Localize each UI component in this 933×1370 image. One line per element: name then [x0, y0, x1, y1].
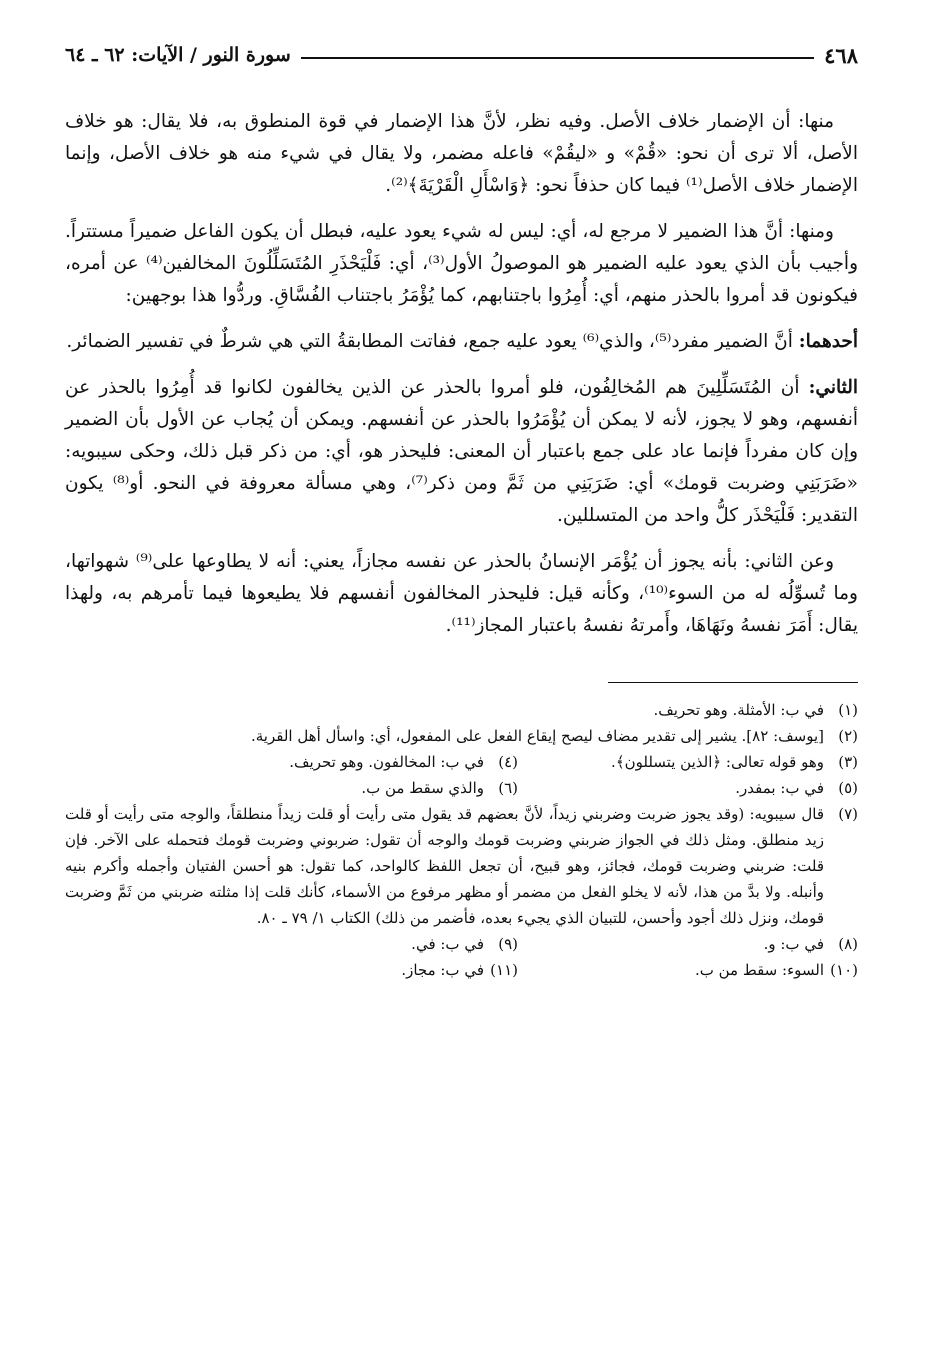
- footnote-number: (١٠): [830, 961, 858, 979]
- footnote: [65, 723, 858, 749]
- footnote: [518, 749, 858, 775]
- footnote-text: في ب: الأمثلة. وهو تحريف.: [653, 701, 824, 719]
- footnote-number: (٣): [838, 753, 858, 771]
- footnote: [361, 775, 518, 801]
- footnote-row: [65, 931, 858, 957]
- footnote-text: في ب: مجاز.: [401, 961, 484, 979]
- footnote: [289, 749, 518, 775]
- footnote-text: في ب: المخالفون. وهو تحريف.: [289, 753, 484, 771]
- running-head: [65, 38, 858, 72]
- footnote-row: [65, 749, 858, 775]
- footnote: [518, 957, 858, 983]
- header-rule: [301, 57, 814, 59]
- footnote: [401, 957, 518, 983]
- footnotes: [65, 697, 858, 983]
- footnote: [518, 931, 858, 957]
- paragraph-first-objection: [65, 326, 858, 358]
- footnote-number: (٨): [838, 935, 858, 953]
- footnote-text: في ب: بمفدر.: [735, 779, 824, 797]
- footnote-text: في ب: و.: [763, 935, 824, 953]
- footnote-number: (٤): [498, 753, 518, 771]
- first-label: أحدهما:: [798, 331, 858, 352]
- footnote-row: [65, 775, 858, 801]
- footnote-number: (١١): [490, 961, 518, 979]
- footnote-text: [يوسف: ٨٢]. يشير إلى تقدير مضاف ليصح إيقاع الفعل على المفعول، أي: واسأل أهل القرية.: [250, 727, 824, 745]
- first-text: أنَّ الضمير مفرد⁽⁵⁾، والذي⁽⁶⁾ يعود عليه جمع، ففاتت المطابقةُ التي هي شرطٌ في تفسير الضمائر.: [66, 331, 799, 352]
- paragraph-second-objection: [65, 372, 858, 532]
- footnote-number: (١): [838, 701, 858, 719]
- paragraph: منها: أن الإضمار خلاف الأصل. وفيه نظر، لأنَّ هذا الإضمار في قوة المنطوق به، فلا يقال: هو خلاف الأصل، ألا ترى أن نحو: «قُمْ» و «ليقُمْ» فاعله مضمر، ولا يقال في شيء منه هو خلاف الأصل، وإنما الإضمار خلاف الأصل⁽¹⁾ فيما كان حذفاً نحو: ﴿وَاسْأَلِ الْقَرْيَةَ﴾⁽²⁾.: [65, 111, 858, 196]
- footnote: [65, 801, 858, 931]
- chapter-title: سورة النور / الآيات: ٦٢ ـ ٦٤: [65, 43, 291, 66]
- paragraph: ومنها: أنَّ هذا الضمير لا مرجع له، أي: ليس له شيء يعود عليه، فبطل أن يكون الفاعل ضميراً مستتراً. وأجيب بأن الذي يعود عليه الضمير هو الموصولُ الأول⁽³⁾، أي: فَلْيَحْذَرِ المُتَسَلِّلُونَ المخالفين⁽⁴⁾ عن أمره، فيكونون قد أمروا بالحذر منهم، أي: أُمِرُوا باجتنابهم، كما يُؤْمَرُ باجتناب الفُسَّاقِ. وردُّوا هذا بوجهين:: [65, 221, 858, 306]
- second-label: الثاني:: [808, 377, 858, 398]
- paragraph: وعن الثاني: بأنه يجوز أن يُؤْمَر الإنسانُ بالحذر عن نفسه مجازاً، يعني: أنه لا يطاوعها على⁽⁹⁾ شهواتها، وما تُسوِّلُه له من السوء⁽¹⁰⁾، وكأنه قيل: فليحذر المخالفون أنفسهم فلا يطيعوها فيما تأمرهم به، ولهذا يقال: أَمَرَ نفسهُ ونَهَاهَا، وأَمرتهُ نفسهُ باعتبار المجاز⁽¹¹⁾.: [65, 551, 858, 636]
- footnote: [65, 697, 858, 723]
- main-text: [65, 106, 858, 642]
- footnote: [518, 775, 858, 801]
- book-page: [65, 38, 858, 983]
- footnote-text: وهو قوله تعالى: ﴿الذين يتسللون﴾.: [611, 753, 824, 771]
- footnote-text: في ب: في.: [411, 935, 484, 953]
- footnote-text: قال سيبويه: (وقد يجوز ضربت وضربني زيداً، لأنَّ بعضهم قد يقول متى رأيت أو قلت زيداً منطلقاً، والوجه متى رأيت أو قلت زيد منطلق. ومثل ذلك في الجواز ضربني وضربت قومك والوجه أن تقول: ضربوني وضربت قومك فتحمله على الآخر. فإن قلت: ضربني وضربت قومك، فجائز، وهو قبيح، أن تجعل اللفظ كالواحد، كما تقول: هو أحسن الفتيان وأجمله وأكرم بنيه وأنبله. ولا بدَّ من هذا، لأنه لا يخلو الفعل من مضمر أو مظهر مرفوع من الأسماء، كأنك قلت إذا مثلته ضربني من ثَمَّ وضربت قومك، ونزل ذلك أجود وأحسن، للتبيان الذي يجيء بعده، فأضمر من ذلك) الكتاب ١/ ٧٩ ـ ٨٠.: [65, 805, 824, 927]
- footnote-text: السوء: سقط من ب.: [694, 961, 824, 979]
- footnote-number: (٦): [498, 779, 518, 797]
- footnote-number: (٧): [838, 805, 858, 823]
- second-text: أن المُتَسَلِّلِينَ هم المُخالِفُون، فلو أمروا بالحذر عن الذين يخالفون لكانوا قد أُمِرُوا بالحذر عن أنفسهم، وهو لا يجوز، لأنه لا يمكن أن يُؤْمَرُوا بالحذر عن أنفسهم. ويمكن أن يُجاب عن الأول بأن الضمير وإن كان مفرداً فإنما عاد على جمع باعتبار أن المعنى: فليحذر هو، أي: من ذكر قبل ذلك، وحكى سيبويه: «ضَرَبَنِي وضربت قومك» أي: ضَرَبَنِي من ثَمَّ ومن ذكر⁽⁷⁾، وهي مسألة معروفة في النحو. أو⁽⁸⁾ يكون التقدير: فَلْيَحْذَر كلُّ واحد من المتسللين.: [65, 377, 858, 526]
- footnote-row: [65, 957, 858, 983]
- page-number: ٤٦٨: [824, 42, 858, 68]
- footnote-number: (٩): [498, 935, 518, 953]
- footnote-number: (٥): [838, 779, 858, 797]
- footnote: [411, 931, 518, 957]
- footnote-number: (٢): [838, 727, 858, 745]
- footnote-text: والذي سقط من ب.: [361, 779, 484, 797]
- footnote-separator: [608, 682, 858, 683]
